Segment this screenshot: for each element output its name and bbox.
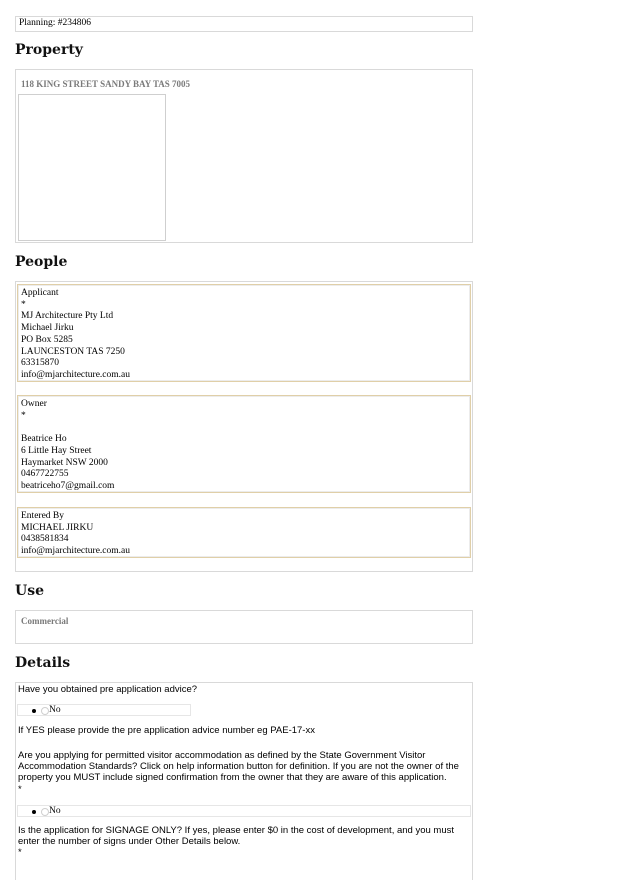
radio-label-no: No [49,806,61,816]
owner-role: Owner [21,399,47,409]
entered-by-phone: 0438581834 [21,534,69,545]
applicant-phone: 63315870 [21,358,59,369]
pre-application-number-question: If YES please provide the pre application advice number eg PAE-17-xx [18,725,315,736]
use-section [15,610,473,644]
property-address: 118 KING STREET SANDY BAY TAS 7005 [21,79,191,89]
entered-by-name: MICHAEL JIRKU [21,522,94,533]
pre-application-number-field[interactable] [17,738,317,740]
details-heading: Details [15,655,71,671]
visitor-accommodation-radio-group[interactable] [17,805,471,817]
visitor-accommodation-required: * [18,784,22,795]
entered-by-card [17,507,471,558]
owner-address-2: Haymarket NSW 2000 [21,457,108,468]
pre-application-question: Have you obtained pre application advice? [18,684,198,695]
owner-required: * [21,410,26,421]
bullet-icon [32,810,36,814]
planning-number: Planning: #234806 [19,18,92,28]
owner-email: beatriceho7@gmail.com [21,480,115,491]
bullet-icon [32,709,36,713]
planning-number-box [15,16,473,32]
owner-name: Beatrice Ho [21,434,67,445]
owner-phone: 0467722755 [21,469,69,480]
radio-button[interactable] [41,808,49,816]
entered-by-role: Entered By [21,511,65,521]
pre-application-radio-group[interactable] [17,704,191,716]
entered-by-email: info@mjarchitecture.com.au [21,546,130,557]
applicant-role: Applicant [21,288,59,298]
applicant-email: info@mjarchitecture.com.au [21,369,130,380]
owner-spacer [21,422,467,434]
property-section [15,69,473,243]
applicant-address-2: LAUNCESTON TAS 7250 [21,346,125,357]
use-value: Commercial [21,616,69,626]
applicant-name: Michael Jirku [21,323,74,334]
visitor-accommodation-question: Are you applying for permitted visitor accommodation as defined by the State Government Visitor Accommodation Standards? Click on help information button for definition. If you are not the owner of the property you MUST include signed confirmation from the owner that they are aware of this application. [18,750,459,783]
use-heading: Use [15,583,44,599]
signage-question: Is the application for SIGNAGE ONLY? If yes, please enter $0 in the cost of development, and you must enter the number of signs under Other Details below. [18,825,455,847]
property-heading: Property [15,42,83,58]
applicant-address-1: PO Box 5285 [21,334,73,345]
owner-address-1: 6 Little Hay Street [21,445,92,456]
radio-button[interactable] [41,707,49,715]
owner-card [17,395,471,493]
people-heading: People [15,254,68,270]
applicant-required: * [21,299,26,310]
radio-label-no: No [49,705,61,715]
applicant-company: MJ Architecture Pty Ltd [21,311,114,322]
property-map-frame [18,94,166,241]
signage-required: * [18,847,22,858]
applicant-card [17,284,471,382]
